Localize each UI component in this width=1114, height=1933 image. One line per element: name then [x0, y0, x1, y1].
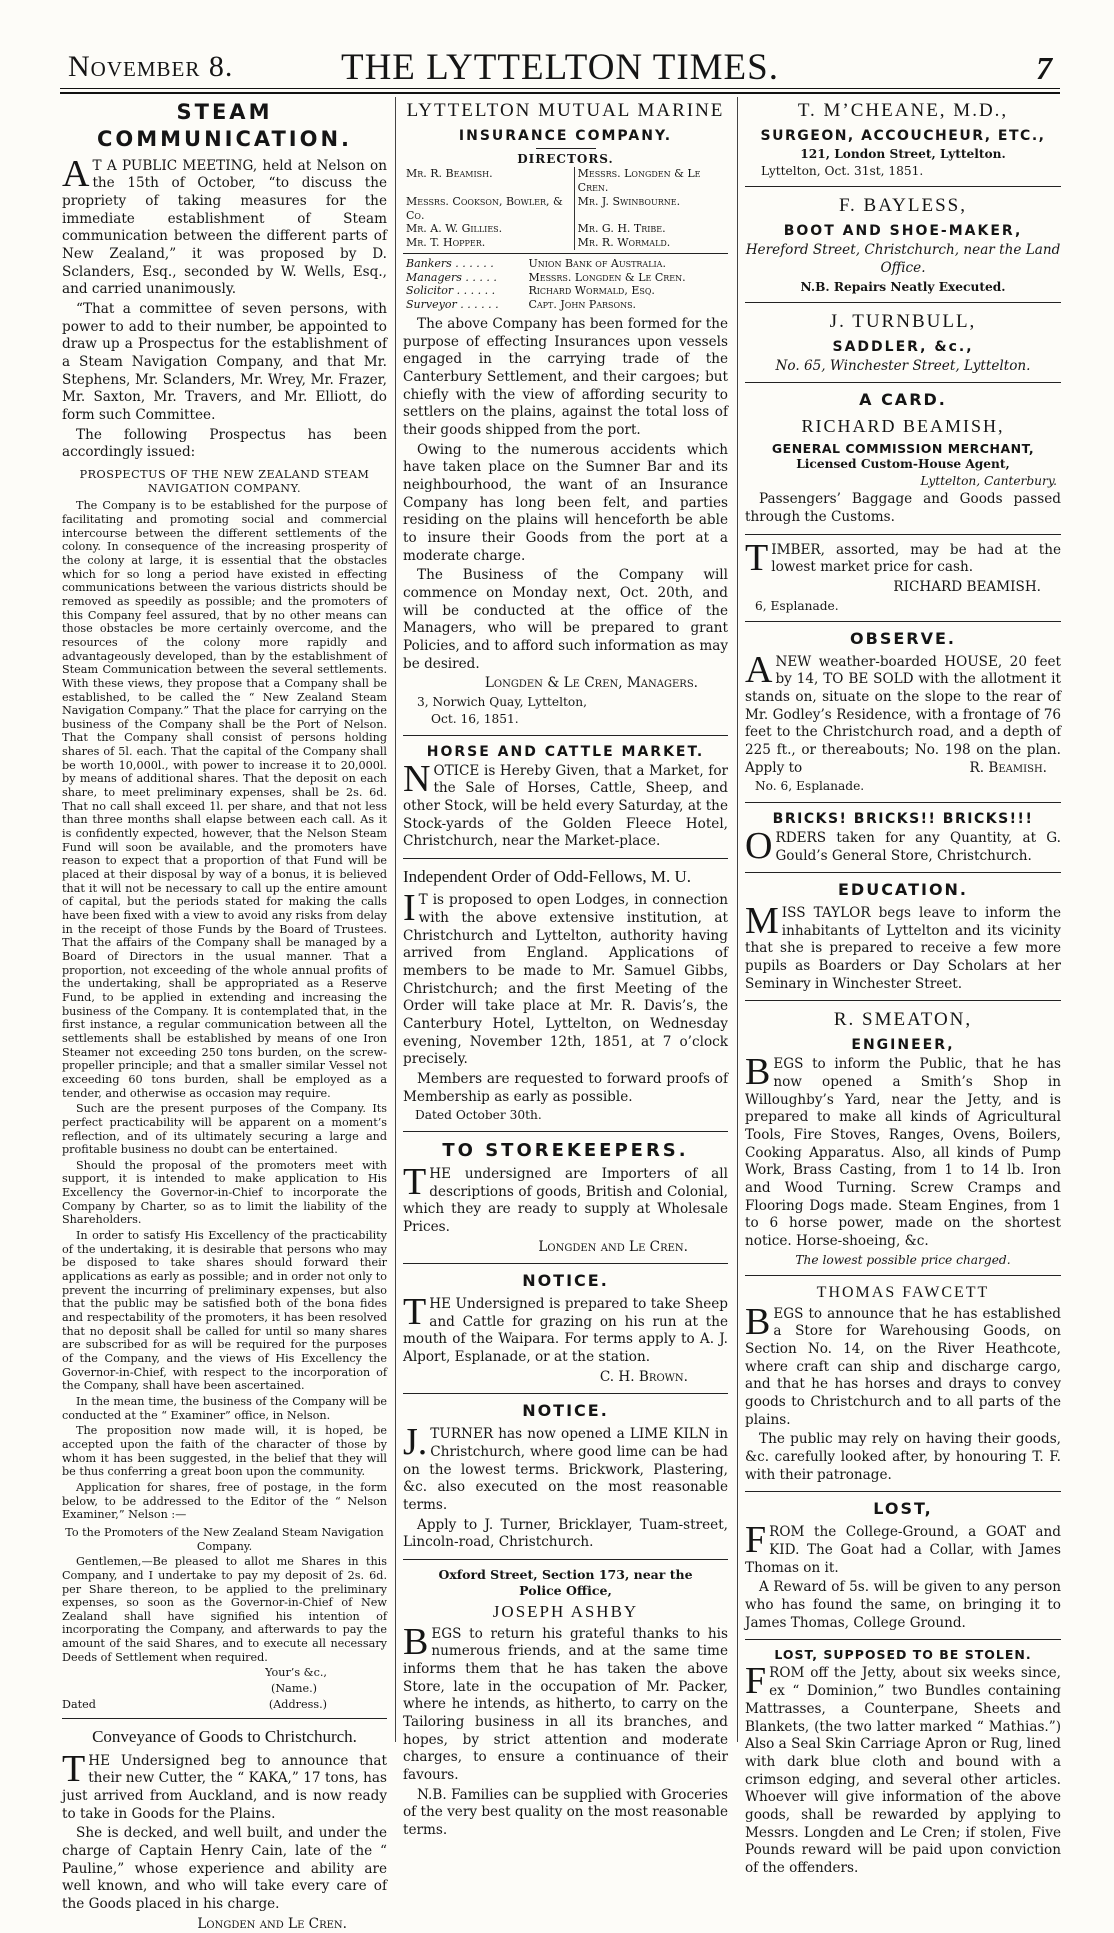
- table-row: [403, 257, 728, 271]
- conveyance-paragraph: She is decked, and well built, and under the charge of Captain Henry Cain, late of the “ Pauline,” whose experience and ability are well known, and who will take every care of the Goods placed in his charge.: [62, 1825, 387, 1912]
- horse-market-heading: HORSE AND CATTLE MARKET.: [426, 743, 705, 760]
- ashby-street: Oxford Street, Section 173, near the Police Office,: [438, 1566, 693, 1599]
- storekeepers-heading: TO STOREKEEPERS.: [442, 1139, 689, 1161]
- officer-name: Union Bank of Australia.: [528, 256, 666, 270]
- divider: [403, 1559, 728, 1560]
- mcheane-date: Lyttelton, Oct. 31st, 1851.: [761, 164, 924, 179]
- drop-cap: T: [403, 1291, 427, 1334]
- officer-name: Richard Wormald, Esq.: [528, 284, 655, 298]
- director: Mr. T. Hopper.: [406, 236, 486, 250]
- director: Mr. R. Wormald.: [574, 236, 728, 250]
- drop-cap: I: [403, 887, 416, 930]
- prospectus-paragraph: The Company is to be established for the purpose of facilitating and promoting social and commercial intercourse between the different settlements of the colony. In consequence of the increasing prosperity of the colony at large, it is essential that the obstacles which for so long a period have existed in effecting communications between the various districts should be removed as speedily as possible; and the promoters of this Company feel assured, that by no other means can those obstacles be more certainly overcome, and the resources of the colony more rapidly and advantageously developed, than by the establishment of Steam Communication between the several settlements. With these views, they propose that a Company shall be established, to be called the “ New Zealand Steam Navigation Company.” That the place for carrying on the business of the Company shall be the Port of Nelson. That the Company shall consist of persons holding shares of 5l. each. That the capital of the Company shall be worth 10,000l., with power to increase it to 20,000l. by means of additional shares. That the deposit on each share, to meet preliminary expenses, shall be 2s. 6d. That no call shall exceed 1l. per share, and that not less than three months shall elapse between each call. As it is confidently expected, however, that the Nelson Steam Fund will soon be available, and the promoters have reason to expect that a proportion of that Fund will be placed at their disposal by way of a bonus, it is believed that it will not be necessary to call up the entire amount of capital, but the periods stated for making the calls have been fixed with a view to avoid any risks from delay in the receipt of those Funds by the Board of Trustees. That the affairs of the Company shall be managed by a Board of Directors in the usual manner. That a proportion, not exceeding of the whole annual profits of the undertaking, shall be appropriated as a Reserve Fund, to be applied in extending and increasing the business of the Company. It is contemplated that, in the first instance, a regular communication between all the settlements shall be established by means of one Iron Steamer not exceeding 250 tons burden, on the screw-propeller principle; and that a smaller similar Vessel not exceeding 60 tons burden, shall be employed as a tender, and otherwise as occasion may require.: [62, 499, 387, 1100]
- divider: [745, 621, 1061, 622]
- lost-paragraph: FROM the College-Ground, a GOAT and KID. The Goat had a Collar, with James Thomas on it.: [745, 1519, 1061, 1576]
- notice-heading: NOTICE.: [522, 1271, 609, 1291]
- director: Messrs. Longden & Le Cren.: [574, 167, 728, 195]
- column-2: [403, 97, 729, 1838]
- divider: [745, 382, 1061, 383]
- table-row: [403, 222, 728, 236]
- divider: [403, 1131, 728, 1132]
- steam-paragraph: The following Prospectus has been accordingly issued:: [62, 426, 387, 461]
- smeaton-paragraph: BEGS to inform the Public, that he has now opened a Smith’s Shop in Willoughby’s Yard, near the Jetty, and is prepared to make all kinds of Agricultural Tools, Fire Stoves, Ranges, Ovens, Boilers, Cooking Apparatus. Also, all kinds of Pump Work, Brass Casting, from 1 to 14 lb. Iron and Wood Turning. Screw Cramps and Flooring Dogs made. Steam Engines, from 1 to 6 horse power, made on the shortest notice. Horse-shoeing, &c.: [745, 1051, 1061, 1249]
- share-form-closing: Your’s &c.,: [265, 1666, 327, 1680]
- stolen-paragraph: FROM off the Jetty, about six weeks since, ex “ Dominion,” two Bundles containing Mattrasses, a Counterpane, Sheets and Blankets, (the two latter marked “ Mathias.”) Also a Seal Skin Carriage Apron or Rug, lined with dark blue cloth and bound with a crimson edging, and several other articles. Whoever will give information of the above goods, shall be rewarded by applying to Messrs. Longden and Le Cren; if stolen, Five Pounds reward will be paid upon conviction of the offenders.: [745, 1660, 1062, 1876]
- officer-role: Surveyor . . . . . .: [406, 298, 499, 312]
- turnbull-address: No. 65, Winchester Street, Lyttelton.: [775, 357, 1031, 374]
- table-row: [403, 284, 728, 298]
- divider: [745, 302, 1061, 303]
- drop-cap: N: [403, 757, 431, 800]
- divider: [745, 186, 1061, 187]
- turnbull-title: SADDLER, &c.,: [832, 338, 974, 355]
- bayless-note: N.B. Repairs Neatly Executed.: [800, 279, 1006, 294]
- prospectus-body: [62, 499, 387, 1711]
- mutual-date: Oct. 16, 1851.: [431, 712, 519, 727]
- mcheane-address: 121, London Street, Lyttelton.: [800, 146, 1006, 161]
- drop-cap: F: [745, 1519, 767, 1562]
- prospectus-paragraph: In order to satisfy His Excellency of the practicability of the undertaking, it is desirable that persons who may be disposed to take shares should forward their applications as early as possible; and in order not only to prevent the incurring of preliminary expenses, but also that the public may be satisfied both of the bona fides and respectability of the promoters, it has been resolved that no deposit shall be called for until so many shares are subscribed for as will be required for the purposes of the Company, and the views of His Excellency the Governor-in-Chief, with respect to the incorporation of the Company, shall have been ascertained.: [62, 1229, 387, 1393]
- short-rule: [536, 148, 596, 149]
- mutual-signature: Longden & Le Cren, Managers.: [484, 675, 698, 692]
- divider: [745, 1000, 1061, 1001]
- mcheane-name: T. M’CHEANE, M.D.,: [797, 100, 1009, 121]
- drop-cap: B: [745, 1051, 771, 1094]
- steam-paragraph: “That a committee of seven persons, with power to add to their number, be appointed to draw up a Prospectus for the establishment of a Steam Navigation Company, and that Mr. Stephens, Mr. Sclanders, Mr. Wrey, Mr. Frazer, Mr. Saxton, Mr. Travers, and Mr. Elliott, do form such Committee.: [62, 300, 387, 423]
- notice-signature: C. H. Brown.: [599, 1368, 688, 1385]
- divider: [745, 1639, 1061, 1640]
- share-form-body: Gentlemen,—Be pleased to allot me Shares in this Company, and I undertake to pay my deposit of 2s. 6d. per Share thereon, to be applied to the preliminary expenses, so soon as the Governor-in-Chief of New Zealand shall have signified his intention of incorporating the Company, and afterwards to pay the amount of the said Shares, and to execute all necessary Deeds of Settlement when required.: [62, 1555, 387, 1664]
- director: Mr. A. W. Gillies.: [406, 222, 503, 236]
- divider: [62, 1718, 387, 1719]
- divider: [403, 1263, 728, 1264]
- timber-signature: RICHARD BEAMISH.: [893, 579, 1041, 596]
- oddfellows-paragraph: I T is proposed to open Lodges, in connection with the above extensive institution, at Christchurch and Lyttelton, authority having arrived from England. Applications of members to be made to Mr. Samuel Gibbs, Christchurch; and the first Meeting of the Order will take place at Mr. R. Davis’s, the Canterbury Hotel, Lyttelton, on Wednesday evening, November 12th, 1851, at 7 o’clock precisely.: [403, 887, 728, 1068]
- masthead: [60, 46, 1060, 86]
- notice-paragraph: THE Undersigned is prepared to take Sheep and Cattle for grazing on his run at the mouth of the Waipara. For terms apply to A. J. Alport, Esplanade, or at the station.: [403, 1291, 728, 1366]
- storekeepers-signature: Longden and Le Cren.: [538, 1238, 688, 1255]
- prospectus-paragraph: Such are the present purposes of the Company. Its perfect practicability will be apparent on a moment’s reflection, and of its ultimately securing a large and profitable business no doubt can be entertained.: [62, 1102, 387, 1157]
- mutual-title: LYTTELTON MUTUAL MARINE: [406, 100, 725, 121]
- drop-cap: T: [403, 1160, 427, 1203]
- oddfellows-paragraph: Members are requested to forward proofs of Membership as early as possible.: [403, 1070, 728, 1105]
- prospectus-paragraph: Application for shares, free of postage, in the form below, to be addressed to the Editor of the “ Nelson Examiner,” Nelson :—: [62, 1480, 387, 1522]
- card-paragraph: Passengers’ Baggage and Goods passed through the Customs.: [745, 491, 1061, 525]
- bayless-address: Hereford Street, Christchurch, near the Land Office.: [745, 242, 1061, 276]
- steam-heading: STEAM COMMUNICATION.: [96, 100, 353, 152]
- ashby-paragraph: BEGS to return his grateful thanks to his numerous friends, and at the same time informs them that he has taken the above Store, late in the occupation of Mr. Packer, where he intends, as hitherto, to carry on the Tailoring business in all its branches, and hopes, by strict attention and moderate charges, to ensure a continuance of their favours.: [403, 1620, 728, 1783]
- officer-name: Capt. John Parsons.: [528, 298, 637, 312]
- director: Mr. G. H. Tribe.: [574, 222, 728, 236]
- bayless-title: BOOT AND SHOE-MAKER,: [783, 223, 1023, 240]
- observe-heading: OBSERVE.: [850, 628, 956, 648]
- share-form-addressee: To the Promoters of the New Zealand Steam Navigation Company.: [65, 1525, 384, 1553]
- card-role: GENERAL COMMISSION MERCHANT,: [771, 440, 1035, 456]
- drop-cap: T: [745, 536, 769, 579]
- education-paragraph: MISS TAYLOR begs leave to inform the inhabitants of Lyttelton and its vicinity that she is prepared to receive a few more pupils as Boarders or Day Scholars at her Seminary in Winchester Street.: [745, 900, 1061, 992]
- fawcett-paragraph: The public may rely on having their goods, &c. carefully looked after, by honouring T. F. with their patronage.: [745, 1431, 1061, 1483]
- table-row: [403, 298, 728, 312]
- share-form-name: (Name.): [271, 1682, 317, 1696]
- timber-address: 6, Esplanade.: [755, 598, 839, 613]
- conveyance-heading: Conveyance of Goods to Christchurch.: [92, 1727, 357, 1747]
- column-divider: [395, 97, 396, 1742]
- share-form-dated-line: [62, 1698, 387, 1712]
- ashby-paragraph: N.B. Families can be supplied with Groceries of the very best quality on the most reasonable terms.: [403, 1786, 729, 1838]
- column-1: [62, 97, 387, 1932]
- drop-cap: B: [745, 1300, 771, 1343]
- prospectus-paragraph: Should the proposal of the promoters meet with support, it is intended to make application to His Excellency the Governor-in-Chief to incorporate the Company by Charter, so as to limit the liability of the Shareholders.: [62, 1158, 387, 1227]
- observe-paragraph: ANEW weather-boarded HOUSE, 20 feet by 14, TO BE SOLD with the allotment it stands on, situate on the slope to the rear of Mr. Godley’s Residence, with a frontage of 76 feet to the Christchurch road, and a depth of 225 ft., or thereabouts; No. 198 on the plan. Apply to R. Beamish.: [745, 648, 1061, 776]
- divider: [403, 858, 728, 859]
- divider: [745, 1491, 1061, 1492]
- education-heading: EDUCATION.: [837, 880, 969, 900]
- divider: [403, 253, 728, 254]
- table-row: [403, 236, 728, 250]
- drop-cap: A: [745, 648, 773, 691]
- bricks-paragraph: ORDERS taken for any Quantity, at G. Gould’s General Store, Christchurch.: [745, 824, 1061, 867]
- bayless-name: F. BAYLESS,: [838, 195, 967, 217]
- issue-date: November 8.: [68, 50, 234, 83]
- lost-heading: LOST,: [873, 1499, 933, 1519]
- drop-cap: A: [62, 152, 90, 195]
- smeaton-title: ENGINEER,: [851, 1037, 955, 1054]
- column-divider: [737, 97, 738, 1742]
- bricks-heading: BRICKS! BRICKS!! BRICKS!!!: [772, 810, 1034, 827]
- mutual-address: 3, Norwich Quay, Lyttelton,: [417, 695, 587, 710]
- notice-heading: NOTICE.: [522, 1401, 609, 1421]
- table-row: [403, 271, 728, 285]
- divider: [745, 1275, 1061, 1276]
- smeaton-note: The lowest possible price charged.: [795, 1252, 1011, 1267]
- oddfellows-date: Dated October 30th.: [415, 1108, 542, 1123]
- mcheane-title: SURGEON, ACCOUCHEUR, ETC.,: [760, 127, 1046, 144]
- divider: [745, 534, 1061, 535]
- card-name: RICHARD BEAMISH,: [801, 416, 1005, 437]
- officer-role: Managers . . . . .: [406, 270, 497, 284]
- drop-cap: B: [403, 1620, 429, 1663]
- page-number: 7: [1036, 50, 1052, 86]
- director: Messrs. Cookson, Bowler, & Co.: [406, 194, 563, 222]
- steam-paragraph: A T A PUBLIC MEETING, held at Nelson on the 15th of October, “to discuss the propriety of taking measures for the immediate establishment of Steam communication between the different parts of New Zealand,” it was proposed by D. Sclanders, Esq., seconded by W. Wells, Esq., and carried unanimously.: [62, 152, 387, 298]
- drop-cap: O: [745, 824, 773, 867]
- prospectus-paragraph: The proposition now made will, it is hoped, be accepted upon the faith of the character of those by whom it has been suggested, in the belief that they will be thus conferring a great boon upon the community.: [62, 1424, 387, 1479]
- divider: [745, 802, 1061, 803]
- lost-paragraph: A Reward of 5s. will be given to any person who has found the same, on bringing it to James Thomas, College Ground.: [745, 1579, 1061, 1631]
- directors-label: DIRECTORS.: [517, 151, 614, 166]
- director: Mr. R. Beamish.: [406, 167, 493, 181]
- table-row: [403, 195, 728, 223]
- card-agent: Licensed Custom-House Agent,: [796, 456, 1010, 471]
- drop-cap: F: [745, 1660, 767, 1703]
- column-3: [745, 97, 1062, 1876]
- timber-paragraph: TIMBER, assorted, may be had at the lowest market price for cash.: [745, 536, 1061, 579]
- prospectus-heading: PROSPECTUS OF THE NEW ZEALAND STEAM NAVIGATION COMPANY.: [79, 468, 370, 495]
- fawcett-paragraph: BEGS to announce that he has established a Store for Warehousing Goods, on Section No. 14, on the River Heathcote, where craft can ship and discharge cargo, and that he has horses and drays to convey goods to Christchurch and to all parts of the plains.: [745, 1300, 1061, 1428]
- share-form-dated: Dated: [62, 1697, 96, 1711]
- drop-cap: T: [62, 1747, 86, 1790]
- mutual-paragraph: The Business of the Company will commence on Monday next, Oct. 20th, and will be conducted at the office of the Managers, who will be prepared to grant Policies, and to afford such information as may be desired.: [403, 567, 728, 672]
- masthead-rule: [60, 88, 1060, 94]
- drop-cap: J.: [403, 1421, 428, 1464]
- directors-table: [403, 167, 728, 250]
- smeaton-name: R. SMEATON,: [833, 1009, 973, 1031]
- mutual-paragraph: The above Company has been formed for the purpose of effecting Insurances upon vessels engaged in the carrying trade of the Canterbury Settlement, and their cargoes; but chiefly with the view of affording security to settlers on the plains, against the total loss of their goods shipped from the port.: [403, 315, 728, 438]
- observe-address: No. 6, Esplanade.: [755, 779, 865, 794]
- notice-paragraph: J. TURNER has now opened a LIME KILN in Christchurch, where good lime can be had on the lowest terms. Brickwork, Plastering, &c. also executed on the most reasonable terms.: [403, 1421, 728, 1513]
- turnbull-name: J. TURNBULL,: [829, 310, 977, 332]
- divider: [745, 872, 1061, 873]
- stolen-heading: LOST, SUPPOSED TO BE STOLEN.: [774, 1647, 1032, 1663]
- horse-market-paragraph: NOTICE is Hereby Given, that a Market, for the Sale of Horses, Cattle, Sheep, and other Stock, will be held every Saturday, at the Stock-yards of the Golden Fleece Hotel, Christchurch, near the Market-place.: [403, 757, 728, 850]
- officer-role: Solicitor . . . . . .: [406, 284, 496, 298]
- divider: [403, 735, 728, 736]
- drop-cap: M: [745, 900, 779, 943]
- conveyance-signature: Longden and Le Cren.: [197, 1915, 347, 1932]
- card-heading: A CARD.: [859, 390, 947, 410]
- officer-role: Bankers . . . . . .: [406, 256, 494, 270]
- officers-table: [403, 257, 728, 312]
- divider: [403, 1393, 728, 1394]
- officer-name: Messrs. Longden & Le Cren.: [528, 270, 686, 284]
- observe-signature: R. Beamish.: [969, 759, 1047, 776]
- director: Mr. J. Swinbourne.: [574, 195, 728, 223]
- notice-paragraph: Apply to J. Turner, Bricklayer, Tuam-street, Lincoln-road, Christchurch.: [403, 1516, 728, 1551]
- mutual-paragraph: Owing to the numerous accidents which have taken place on the Sumner Bar and its neighbourhood, the want of an Insurance Company has long been felt, and parties residing on the plains will henceforth be able to insure their Goods from the port at a moderate charge.: [403, 441, 728, 564]
- ashby-name: JOSEPH ASHBY: [492, 1602, 639, 1622]
- card-place: Lyttelton, Canterbury.: [920, 474, 1057, 489]
- oddfellows-heading: Independent Order of Odd-Fellows, M. U.: [403, 867, 691, 887]
- conveyance-paragraph: THE Undersigned beg to announce that their new Cutter, the “ KAKA,” 17 tons, has just arrived from Auckland, and is now ready to take in Goods for the Plains.: [62, 1747, 387, 1822]
- share-form-address: (Address.): [268, 1697, 327, 1711]
- prospectus-paragraph: In the mean time, the business of the Company will be conducted at the “ Examiner” office, in Nelson.: [62, 1394, 387, 1422]
- fawcett-name: THOMAS FAWCETT: [816, 1283, 990, 1301]
- mutual-subtitle: INSURANCE COMPANY.: [458, 127, 673, 144]
- newspaper-title: THE LYTTELTON TIMES.: [340, 47, 779, 88]
- table-row: [403, 167, 728, 195]
- storekeepers-paragraph: THE undersigned are Importers of all descriptions of goods, British and Colonial, which they are ready to supply at Wholesale Prices.: [403, 1160, 728, 1235]
